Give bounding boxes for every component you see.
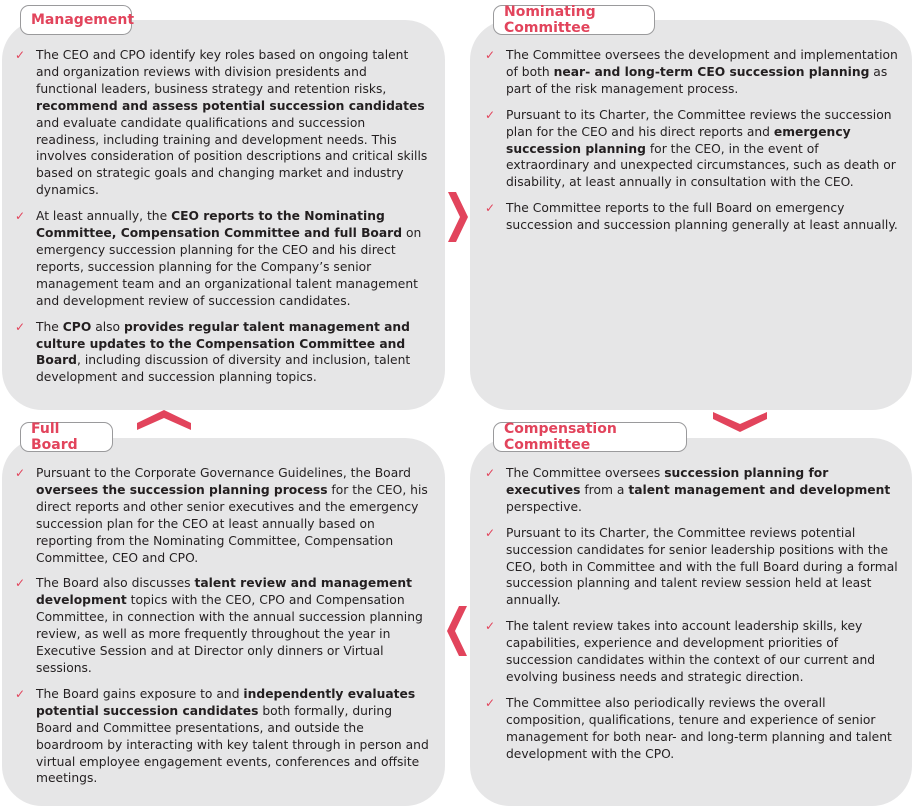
list-item	[13, 319, 431, 387]
check-mark-icon: ✓	[15, 686, 26, 701]
nominating-committee-list	[483, 47, 903, 243]
nominating-committee-title: Nominating Committee	[493, 5, 655, 35]
text-segment: The Board also discusses	[36, 576, 195, 591]
text-segment: as part of the risk management process.	[506, 64, 888, 96]
list-item	[483, 200, 903, 234]
list-item	[483, 47, 903, 98]
management-title: Management	[20, 5, 132, 35]
text-segment: The Committee also periodically reviews the overall composition, qualifications, tenure and experience of senior management for both near- and long-term planning and talent development with the CPO.	[506, 695, 892, 761]
text-segment: both formally, during Board and Committee presentations, and outside the boardroom by interacting with key talent through in person and virtual employee engagement events, conferences and offsite meetings.	[36, 703, 429, 786]
bold-text: succession planning for executives	[506, 466, 829, 497]
list-item	[483, 618, 903, 686]
bold-text: recommend and assess potential succession candidates	[36, 98, 425, 113]
check-mark-icon: ✓	[485, 619, 496, 634]
text-segment: for the CEO, his direct reports and other senior executives and the emergency succession plan for the CEO at least annually based on reporting from the Nominating Committee, Compensation Committee, CEO and CPO.	[36, 482, 428, 565]
list-item	[13, 575, 431, 676]
list-item	[483, 525, 903, 610]
bold-text: oversees the succession planning process	[36, 482, 328, 497]
text-segment: , including discussion of diversity and inclusion, talent development and succession planning topics.	[36, 353, 411, 385]
check-mark-icon: ✓	[15, 209, 26, 224]
text-segment: The CEO and CPO identify key roles based on ongoing talent and organization reviews with division presidents and functional leaders, business strategy and retention risks,	[36, 48, 409, 96]
text-segment: The	[36, 319, 63, 334]
text-segment: Pursuant to its Charter, the Committee reviews the succession plan for the CEO and his direct reports and	[506, 107, 892, 139]
bold-text: independently evaluates potential succession candidates	[36, 686, 416, 718]
chevron-up-icon	[137, 409, 191, 431]
check-mark-icon: ✓	[15, 48, 26, 62]
list-item	[483, 465, 903, 516]
list-item	[13, 208, 431, 309]
full-board-title: Full Board	[20, 422, 113, 452]
check-mark-icon: ✓	[485, 466, 496, 480]
check-mark-icon: ✓	[485, 48, 496, 62]
list-item	[483, 107, 903, 192]
full-board-list	[13, 465, 431, 796]
list-item	[483, 695, 903, 763]
check-mark-icon: ✓	[15, 466, 26, 480]
bold-text: CEO reports to the Nominating Committee, Compensation Committee and full Board	[36, 209, 403, 241]
text-segment: The Committee reports to the full Board on emergency succession and succession planning generally at least annually.	[506, 201, 898, 233]
text-segment: The Board gains exposure to and	[36, 686, 244, 701]
compensation-committee-title: Compensation Committee	[493, 422, 687, 452]
text-segment: topics with the CEO, CPO and Compensation Committee, in connection with the annual succession planning review, as well as more frequently throughout the year in Executive Session and at Director only dinners or Virtual sessions.	[36, 593, 423, 675]
check-mark-icon: ✓	[485, 107, 496, 122]
text-segment: At least annually, the	[36, 209, 172, 224]
text-segment: from a	[580, 482, 629, 497]
text-segment: and evaluate candidate qualifications and succession readiness, including training and development needs. This involves consideration of position descriptions and critical skills based on strategic goals and changing market and industry dynamics.	[36, 115, 428, 198]
chevron-down-icon	[713, 411, 767, 433]
chevron-left-icon	[446, 606, 468, 656]
compensation-committee-list	[483, 465, 903, 772]
bold-text: talent review and management development	[36, 576, 412, 608]
bold-text: emergency succession planning	[506, 124, 851, 156]
text-segment: The Committee oversees the development and implementation of both	[506, 48, 898, 79]
check-mark-icon: ✓	[15, 576, 26, 591]
text-segment: on emergency succession planning for the CEO and his direct reports, succession planning for the Company’s senior management team and an organizational talent management and development review of succession candidates.	[36, 226, 422, 308]
text-segment: Pursuant to the Corporate Governance Guidelines, the Board	[36, 466, 411, 480]
text-segment: also	[91, 319, 124, 334]
bold-text: provides regular talent management and culture updates to the Compensation Committee and Board	[36, 319, 410, 368]
chevron-right-icon	[447, 192, 469, 242]
text-segment: The talent review takes into account leadership skills, key capabilities, experience and development priorities of succession candidates within the context of our current and evolving business needs and strategic direction.	[506, 619, 876, 684]
text-segment: The Committee oversees	[506, 466, 665, 480]
list-item	[13, 465, 431, 566]
check-mark-icon: ✓	[485, 695, 496, 710]
bold-text: CPO	[62, 319, 92, 334]
text-segment: perspective.	[506, 499, 582, 514]
list-item	[13, 686, 431, 787]
check-mark-icon: ✓	[15, 319, 26, 334]
bold-text: near- and long-term CEO succession planning	[553, 64, 870, 79]
check-mark-icon: ✓	[485, 525, 496, 540]
check-mark-icon: ✓	[485, 201, 496, 216]
text-segment: Pursuant to its Charter, the Committee reviews potential succession candidates for senior leadership positions with the CEO, both in Committee and with the full Board during a formal succession planning and talent review session held at least annually.	[506, 525, 898, 608]
management-list	[13, 47, 431, 395]
text-segment: for the CEO, in the event of extraordinary and unexpected circumstances, such as death or disability, at least annually in consultation with the CEO.	[506, 141, 896, 190]
list-item	[13, 47, 431, 199]
bold-text: talent management and development	[628, 482, 891, 497]
